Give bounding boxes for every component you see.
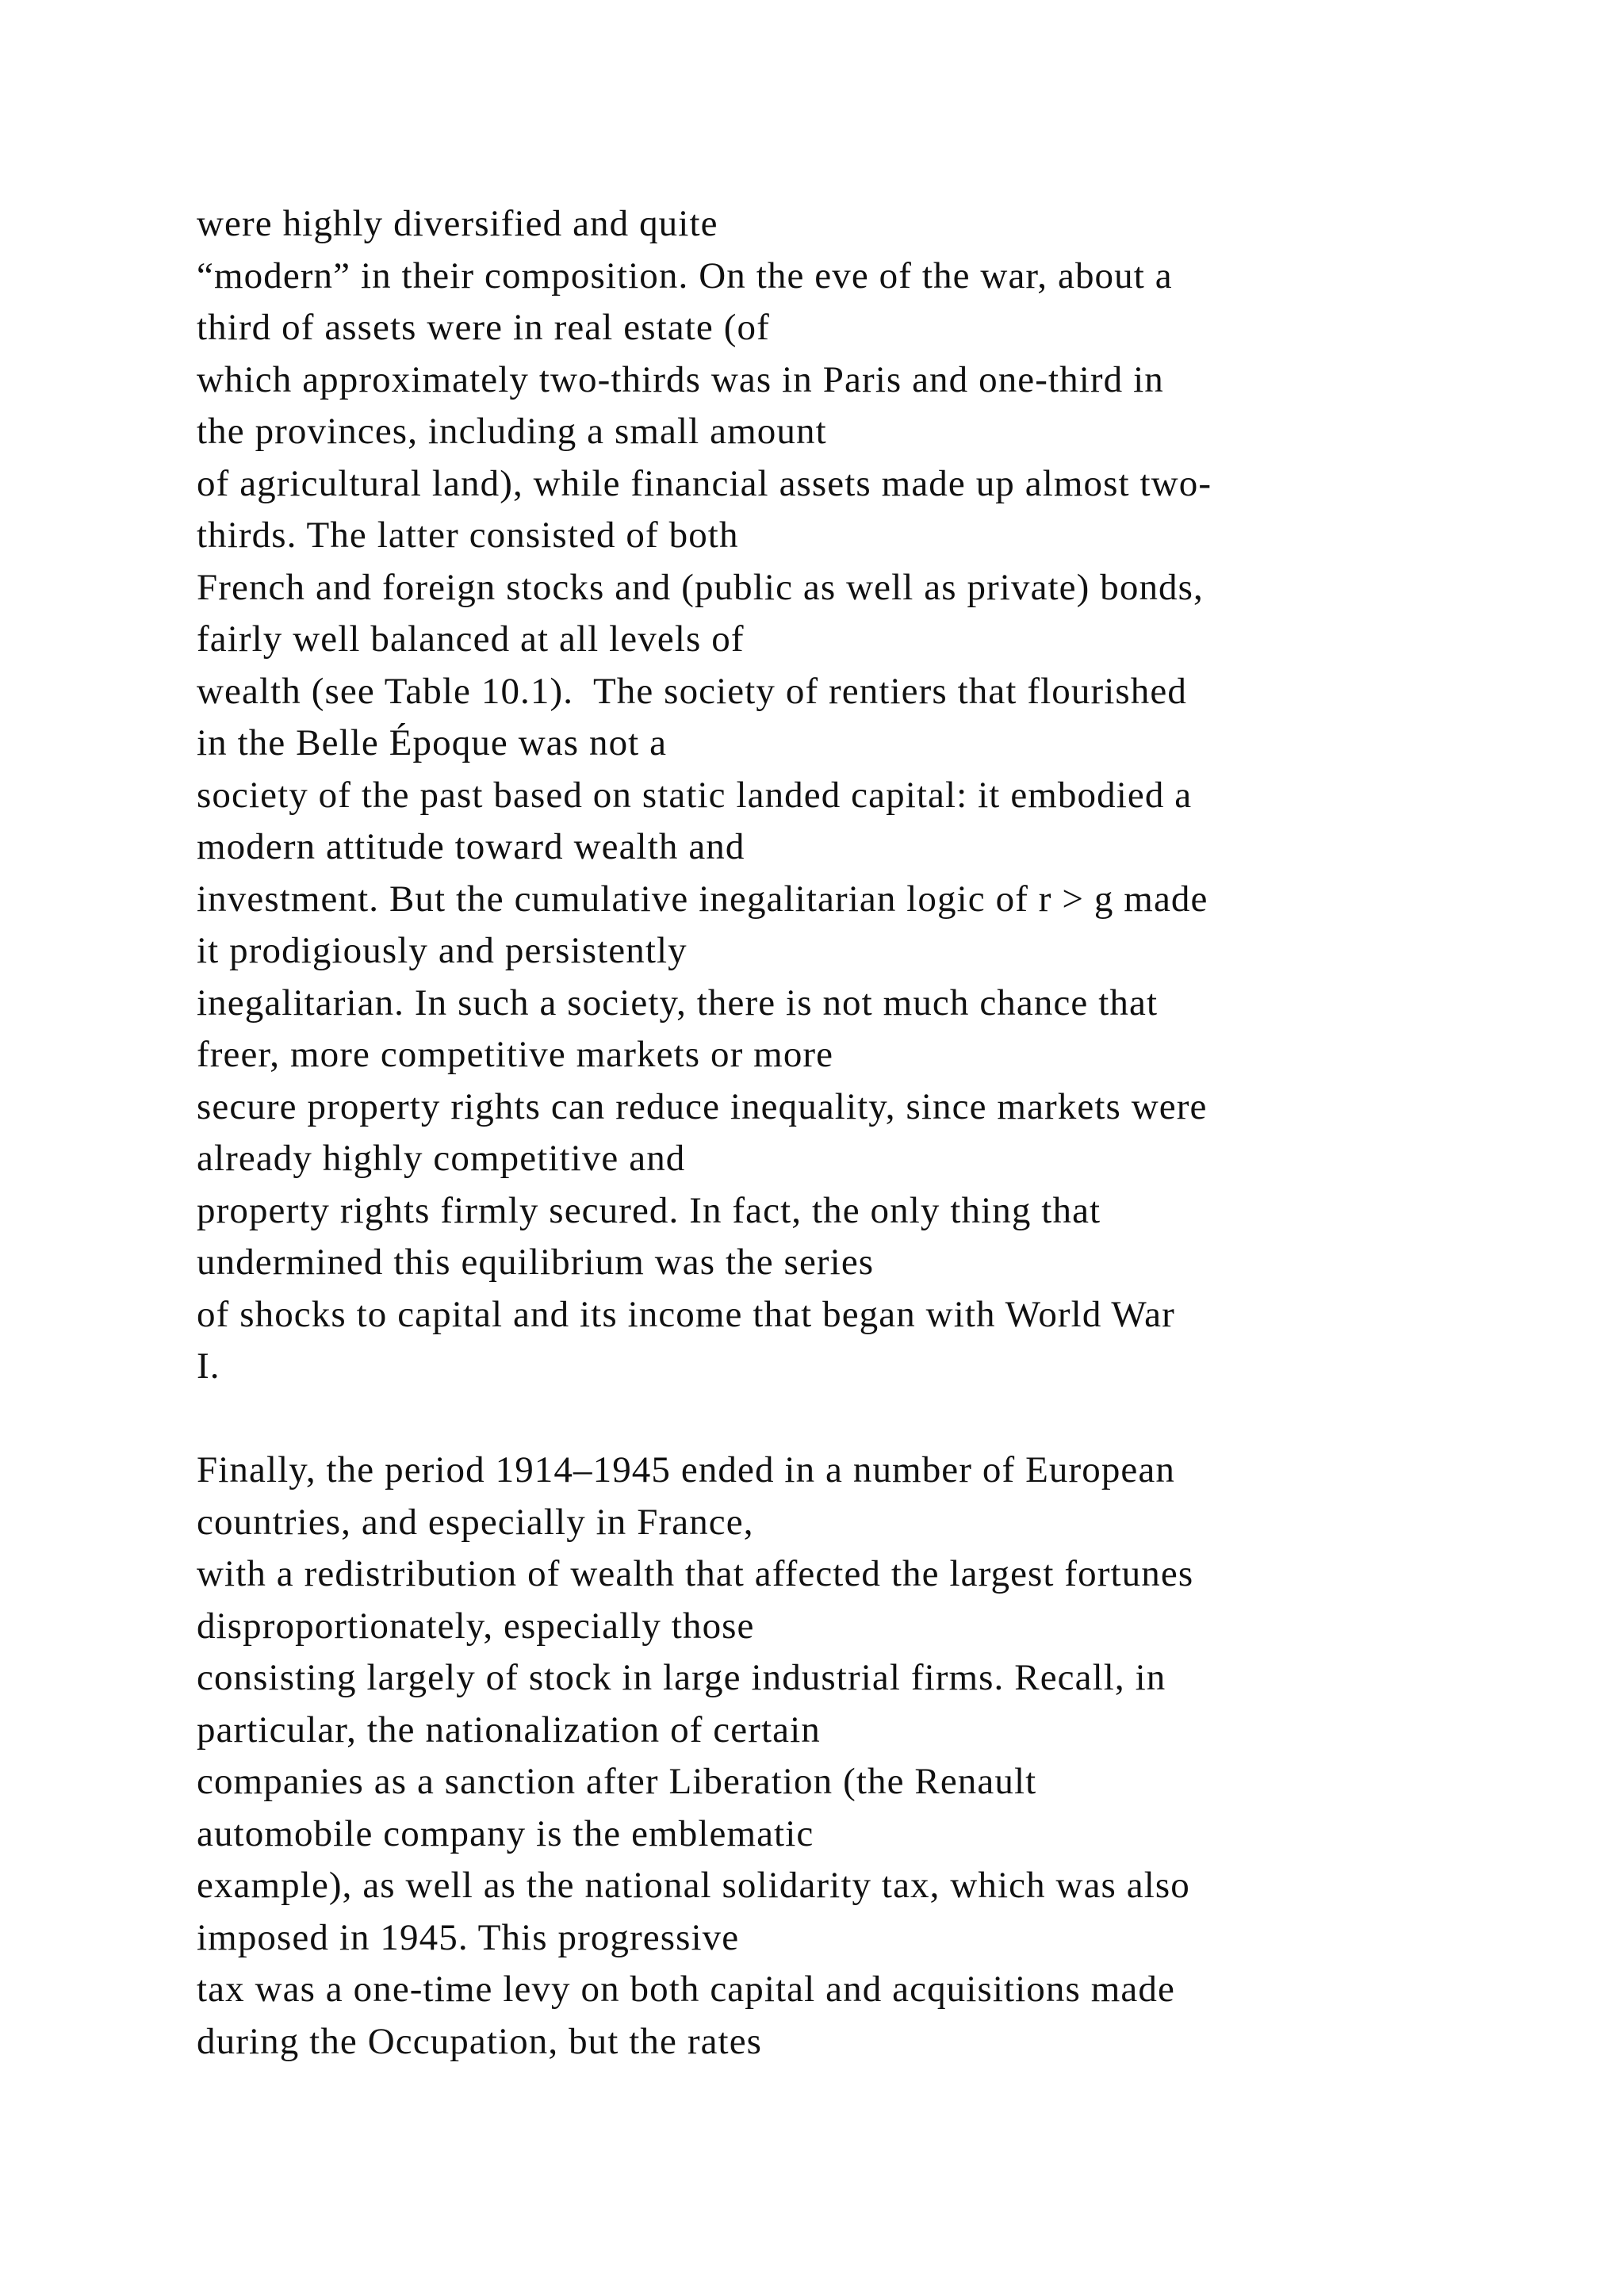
text-line: secure property rights can reduce inequality, since markets were	[197, 1085, 1208, 1127]
text-line: investment. But the cumulative inegalitarian logic of r > g made	[197, 878, 1208, 920]
text-line: wealth (see Table 10.1). The society of rentiers that flourished	[197, 670, 1187, 712]
text-line: I.	[197, 1345, 220, 1387]
text-line: imposed in 1945. This progressive	[197, 1916, 740, 1958]
text-line: society of the past based on static landed capital: it embodied a	[197, 774, 1193, 816]
text-line: countries, and especially in France,	[197, 1501, 754, 1543]
paragraph-break	[197, 1393, 1592, 1445]
text-line: freer, more competitive markets or more	[197, 1034, 834, 1075]
text-line: companies as a sanction after Liberation (the Renault	[197, 1761, 1037, 1802]
text-line: French and foreign stocks and (public as well as private) bonds,	[197, 566, 1204, 608]
text-line: fairly well balanced at all levels of	[197, 618, 745, 660]
text-line: “modern” in their composition. On the eve of the war, about a	[197, 254, 1173, 297]
text-line: tax was a one-time levy on both capital and acquisitions made	[197, 1969, 1175, 2010]
text-line: with a redistribution of wealth that affected the largest fortunes	[197, 1553, 1194, 1594]
text-line: of shocks to capital and its income that began with World War	[197, 1293, 1175, 1335]
text-line: example), as well as the national solidarity tax, which was also	[197, 1865, 1190, 1906]
text-line: it prodigiously and persistently	[197, 930, 688, 971]
text-line: the provinces, including a small amount	[197, 411, 827, 452]
text-line: inegalitarian. In such a society, there is not much chance that	[197, 982, 1159, 1024]
text-line: automobile company is the emblematic	[197, 1812, 814, 1854]
text-line: which approximately two-thirds was in Paris and one-third in	[197, 358, 1164, 400]
text-line: in the Belle Époque was not a	[197, 722, 668, 763]
text-line: undermined this equilibrium was the series	[197, 1242, 875, 1283]
text-line: disproportionately, especially those	[197, 1605, 755, 1647]
text-line: modern attitude toward wealth and	[197, 826, 745, 867]
text-line: property rights firmly secured. In fact, the only thing that	[197, 1189, 1101, 1231]
text-line: already highly competitive and	[197, 1138, 686, 1179]
text-line: third of assets were in real estate (of	[197, 307, 770, 348]
text-line: of agricultural land), while financial assets made up almost two-	[197, 462, 1212, 504]
document-body	[197, 198, 1592, 2068]
text-line: consisting largely of stock in large industrial firms. Recall, in	[197, 1657, 1166, 1698]
text-line: Finally, the period 1914–1945 ended in a number of European	[197, 1449, 1175, 1490]
text-line: particular, the nationalization of certain	[197, 1709, 821, 1751]
text-line: during the Occupation, but the rates	[197, 2020, 763, 2062]
text-line: thirds. The latter consisted of both	[197, 515, 739, 556]
text-line: were highly diversified and quite	[197, 203, 718, 244]
